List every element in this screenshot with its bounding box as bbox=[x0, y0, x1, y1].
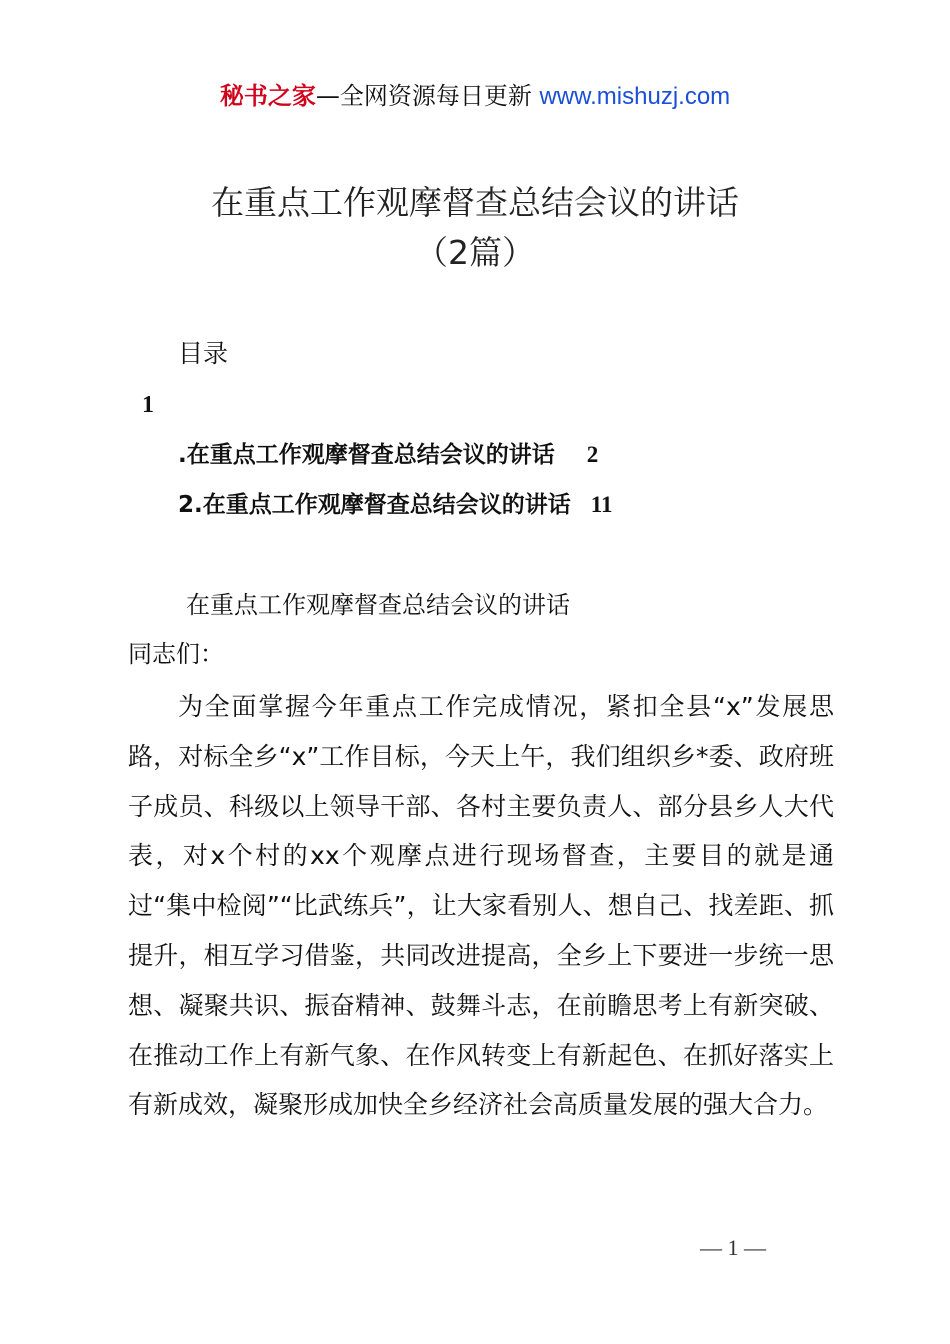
salutation: 同志们： bbox=[128, 640, 224, 668]
toc-first-number: 1 bbox=[142, 392, 154, 418]
section-title: 在重点工作观摩督查总结会议的讲话 bbox=[186, 591, 570, 619]
brand-name: 秘书之家 bbox=[219, 82, 316, 110]
toc-item[interactable] bbox=[178, 438, 598, 472]
toc-item-page: 2 bbox=[586, 442, 599, 467]
document-title bbox=[0, 178, 950, 278]
title-line-1: 在重点工作观摩督查总结会议的讲话 bbox=[211, 183, 739, 222]
toc-item[interactable] bbox=[178, 488, 612, 522]
body-paragraph: 为全面掌握今年重点工作完成情况，紧扣全县“x”发展思路，对标全乡“x”工作目标，今天上午，我们组织乡*委、政府班子成员、科级以上领导干部、各村主要负责人、部分县乡人大代表，对x个村的xx个观摩点进行现场督查，主要目的就是通过“集中检阅”“比武练兵”，让大家看别人、想自己、找差距、抓提升，相互学习借鉴，共同改进提高，全乡上下要进一步统一思想、凝聚共识、振奋精神、鼓舞斗志，在前瞻思考上有新突破、在推动工作上有新气象、在作风转变上有新起色、在抓好落实上有新成效，凝聚形成加快全乡经济社会高质量发展的强大合力。 bbox=[128, 692, 834, 1120]
toc-item-text: .在重点工作观摩督查总结会议的讲话 bbox=[178, 442, 555, 468]
site-header bbox=[0, 78, 950, 115]
toc-item-text: 2.在重点工作观摩督查总结会议的讲话 bbox=[178, 492, 571, 518]
title-line-2: （2篇） bbox=[415, 233, 535, 272]
toc-item-page: 11 bbox=[590, 492, 613, 517]
site-link[interactable]: www.mishuzj.com bbox=[539, 83, 731, 110]
toc-label: 目录 bbox=[178, 339, 229, 368]
page-number: — 1 — bbox=[700, 1235, 766, 1260]
header-tagline: —全网资源每日更新 bbox=[315, 82, 540, 110]
